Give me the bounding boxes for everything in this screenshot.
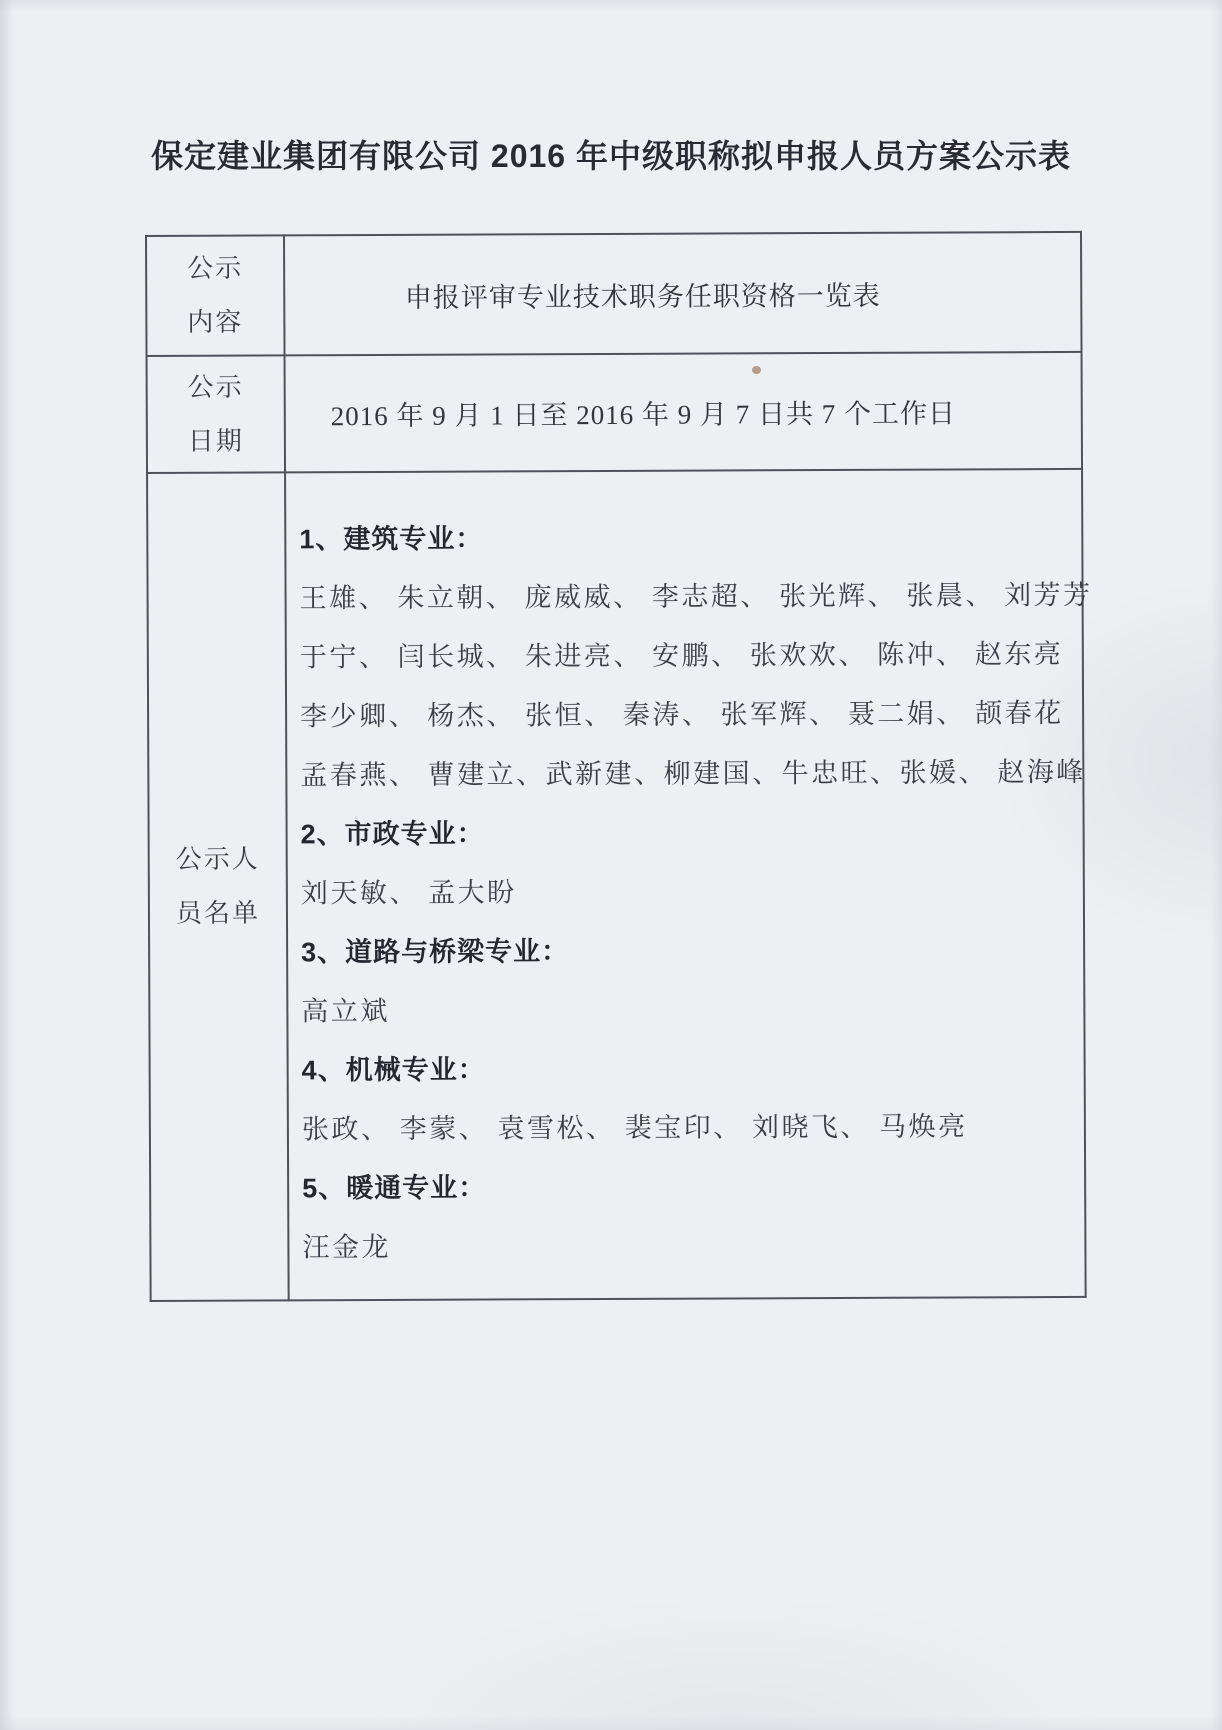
name-line: 张政、 李蒙、 袁雪松、 裴宝印、 刘晓飞、 马焕亮 [301, 1110, 968, 1144]
name-line: 汪金龙 [302, 1231, 391, 1262]
document-title: 保定建业集团有限公司 2016 年中级职称拟申报人员方案公示表 [151, 138, 1071, 174]
notice-table [145, 231, 1093, 1302]
section-heading-hvac: 5、暖通专业： [302, 1172, 487, 1203]
section-heading-municipal: 2、市政专业： [300, 818, 485, 849]
name-line: 刘天敏、 孟大盼 [300, 876, 517, 908]
row-label-notice-content [146, 235, 285, 356]
section-heading-architecture: 1、建筑专业： [299, 523, 484, 554]
name-line: 李少卿、 杨杰、 张恒、 秦涛、 张军辉、 聂二娟、 颉春花 [300, 697, 1064, 731]
row-label-notice-date [147, 355, 286, 473]
row-label-personnel-list [147, 472, 289, 1301]
name-line: 高立斌 [301, 995, 390, 1026]
label-line: 内容 [187, 307, 244, 337]
label-line: 公示 [187, 372, 244, 402]
notice-date-value: 2016 年 9 月 1 日至 2016 年 9 月 7 日共 7 个工作日 [285, 352, 1083, 472]
name-line: 孟春燕、 曹建立、武新建、柳建国、牛忠旺、张媛、 赵海峰 [300, 756, 1086, 790]
name-line: 于宁、 闫长城、 朱进亮、 安鹏、 张欢欢、 陈冲、 赵东亮 [299, 638, 1064, 672]
label-line: 员名单 [175, 898, 261, 928]
table-row-personnel-list [147, 469, 1086, 1301]
notice-content-value: 申报评审专业技术职务任职资格一览表 [284, 232, 1082, 355]
personnel-list-cell [285, 469, 1093, 1300]
label-line: 日期 [187, 426, 244, 456]
label-line: 公示 [187, 253, 244, 283]
section-heading-machinery: 4、机械专业： [301, 1054, 486, 1085]
table-row-notice-content [146, 232, 1082, 356]
table-row-notice-date [147, 352, 1083, 473]
label-line: 公示人 [175, 844, 260, 874]
name-line: 王雄、 朱立朝、 庞威威、 李志超、 张光辉、 张晨、 刘芳芳 [299, 579, 1093, 613]
section-heading-road-bridge: 3、道路与桥梁专业： [301, 935, 570, 967]
